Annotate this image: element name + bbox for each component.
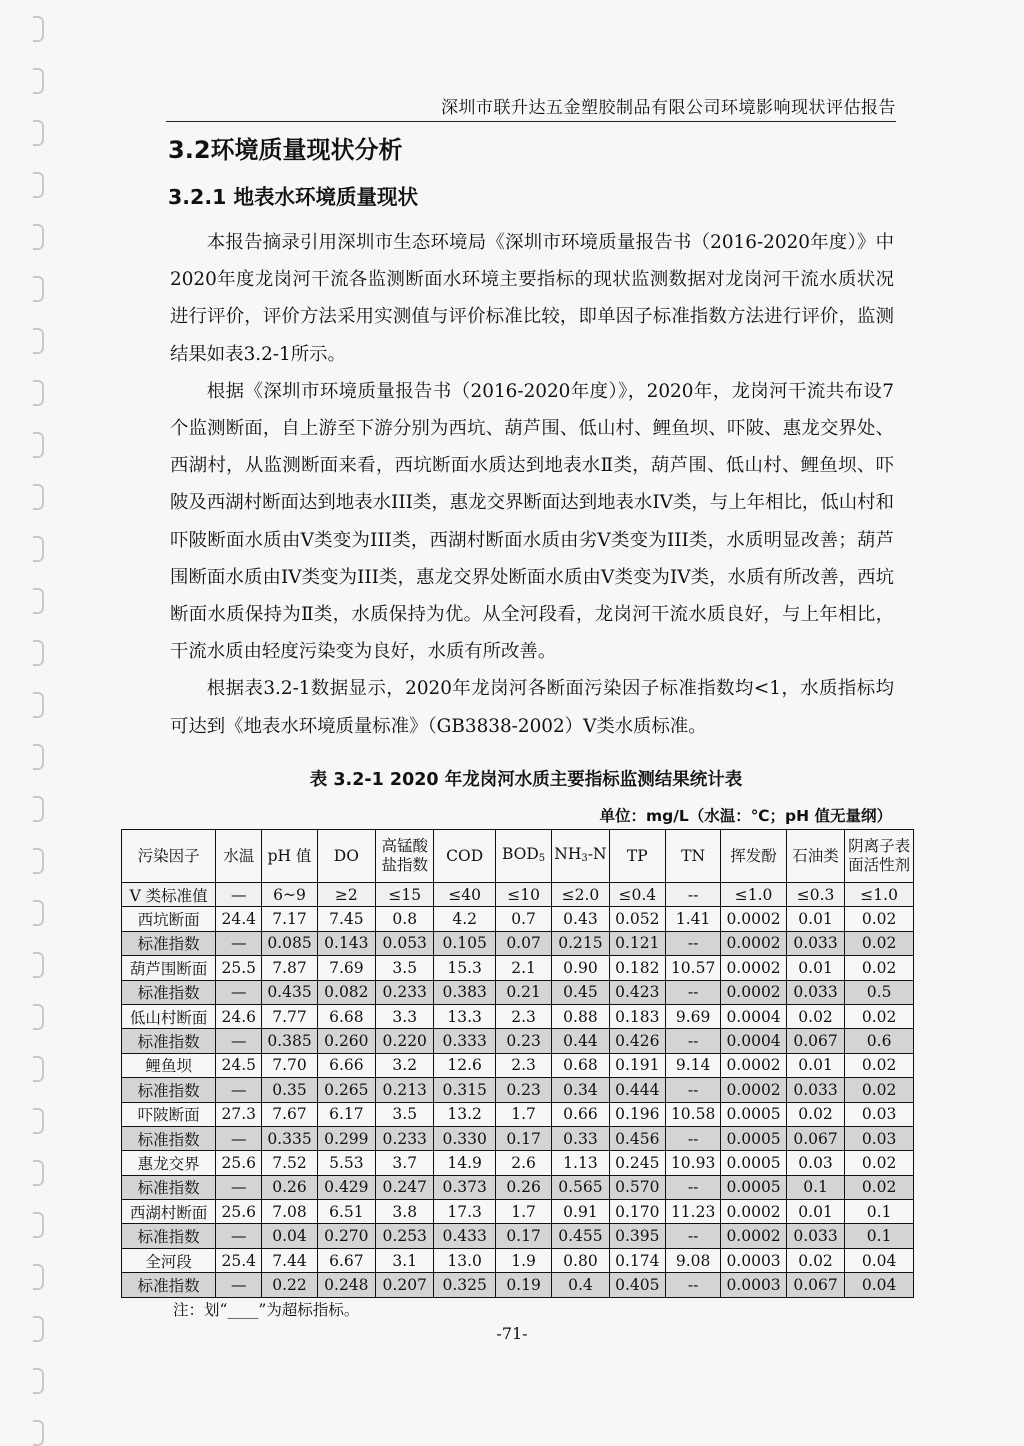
value-cell: 0.455 — [552, 1224, 609, 1248]
value-cell: 24.5 — [216, 1053, 262, 1077]
col-header: 污染因子 — [122, 830, 216, 883]
value-cell: 0.333 — [434, 1029, 495, 1053]
value-cell: — — [216, 1175, 262, 1199]
value-cell: 25.4 — [216, 1248, 262, 1272]
table-row — [122, 883, 914, 907]
value-cell: 24.4 — [216, 907, 262, 931]
value-cell: 0.053 — [376, 931, 434, 955]
value-cell: 0.335 — [262, 1126, 317, 1150]
value-cell: 0.033 — [786, 1078, 844, 1102]
value-cell: 0.04 — [845, 1248, 914, 1272]
binding-hole — [33, 276, 44, 302]
value-cell: ≤10 — [495, 883, 551, 907]
value-cell: 6.17 — [317, 1102, 375, 1126]
binding-hole — [33, 16, 44, 42]
value-cell: 0.04 — [845, 1273, 914, 1297]
col-header: $BOD_5$ — [495, 830, 551, 883]
binding-hole — [33, 1212, 44, 1238]
value-cell: 0.07 — [495, 931, 551, 955]
value-cell: 0.02 — [845, 956, 914, 980]
value-cell: 7.17 — [262, 907, 317, 931]
value-cell: 3.3 — [376, 1004, 434, 1028]
value-cell: 0.033 — [786, 980, 844, 1004]
value-cell: 5.53 — [317, 1151, 375, 1175]
row-label-cell: 低山村断面 — [122, 1004, 216, 1028]
value-cell: 0.426 — [609, 1029, 665, 1053]
binding-hole — [33, 848, 44, 874]
value-cell: 10.93 — [665, 1151, 720, 1175]
value-cell: 0.270 — [317, 1224, 375, 1248]
value-cell: 0.052 — [609, 907, 665, 931]
binding-hole — [33, 1056, 44, 1082]
value-cell: -- — [665, 1078, 720, 1102]
value-cell: 0.23 — [495, 1078, 551, 1102]
value-cell: 0.90 — [552, 956, 609, 980]
row-label-cell: 西坑断面 — [122, 907, 216, 931]
value-cell: ≤2.0 — [552, 883, 609, 907]
col-header: TP — [609, 830, 665, 883]
row-label-cell: 标准指数 — [122, 1175, 216, 1199]
value-cell: 0.02 — [845, 1151, 914, 1175]
value-cell: 0.433 — [434, 1224, 495, 1248]
value-cell: 0.02 — [786, 1004, 844, 1028]
value-cell: 0.21 — [495, 980, 551, 1004]
table-row — [122, 1151, 914, 1175]
value-cell: 0.191 — [609, 1053, 665, 1077]
value-cell: 0.0002 — [721, 1224, 787, 1248]
value-cell: 7.08 — [262, 1200, 317, 1224]
table-header-row — [122, 830, 914, 883]
value-cell: 6~9 — [262, 883, 317, 907]
value-cell: 0.03 — [845, 1102, 914, 1126]
value-cell: 7.52 — [262, 1151, 317, 1175]
value-cell: 0.5 — [845, 980, 914, 1004]
value-cell: 0.66 — [552, 1102, 609, 1126]
value-cell: 3.8 — [376, 1200, 434, 1224]
value-cell: 0.220 — [376, 1029, 434, 1053]
value-cell: 0.385 — [262, 1029, 317, 1053]
binding-hole — [33, 796, 44, 822]
value-cell: 13.0 — [434, 1248, 495, 1272]
value-cell: 0.02 — [845, 907, 914, 931]
paragraph: 本报告摘录引用深圳市生态环境局《深圳市环境质量报告书（2016-2020年度）》中2020年度龙岗河干流各监测断面水环境主要指标的现状监测数据对龙岗河干流水质状况进行评价，评价方法采用实测值与评价标准比较，即单因子标准指数方法进行评价，监测结果如表3.2-1所示。 — [170, 232, 894, 365]
value-cell: 0.0004 — [721, 1029, 787, 1053]
binding-holes — [0, 0, 50, 1433]
value-cell: -- — [665, 1273, 720, 1297]
value-cell: ≤0.4 — [609, 883, 665, 907]
value-cell: 0.0005 — [721, 1175, 787, 1199]
row-label-cell: 标准指数 — [122, 980, 216, 1004]
value-cell: 1.7 — [495, 1200, 551, 1224]
col-header: 高锰酸 盐指数 — [376, 830, 434, 883]
value-cell: 0.01 — [786, 1053, 844, 1077]
value-cell: 0.01 — [786, 1200, 844, 1224]
value-cell: 25.6 — [216, 1151, 262, 1175]
value-cell: 0.0002 — [721, 907, 787, 931]
value-cell: 1.9 — [495, 1248, 551, 1272]
value-cell: 0.570 — [609, 1175, 665, 1199]
value-cell: 0.8 — [376, 907, 434, 931]
value-cell: 0.143 — [317, 931, 375, 955]
row-label-cell: 吓陂断面 — [122, 1102, 216, 1126]
binding-hole — [33, 1160, 44, 1186]
row-label-cell: 全河段 — [122, 1248, 216, 1272]
value-cell: ≤0.3 — [786, 883, 844, 907]
value-cell: 0.082 — [317, 980, 375, 1004]
binding-hole — [33, 588, 44, 614]
value-cell: 0.253 — [376, 1224, 434, 1248]
value-cell: 0.1 — [845, 1224, 914, 1248]
value-cell: 0.02 — [845, 1078, 914, 1102]
value-cell: 0.423 — [609, 980, 665, 1004]
value-cell: — — [216, 1078, 262, 1102]
value-cell: 13.3 — [434, 1004, 495, 1028]
value-cell: 0.182 — [609, 956, 665, 980]
value-cell: — — [216, 883, 262, 907]
subsection-title: 3.2.1 地表水环境质量现状 — [168, 185, 419, 209]
table-row — [122, 1126, 914, 1150]
value-cell: 0.565 — [552, 1175, 609, 1199]
col-header: TN — [665, 830, 720, 883]
value-cell: 0.26 — [495, 1175, 551, 1199]
binding-hole — [33, 380, 44, 406]
value-cell: 0.44 — [552, 1029, 609, 1053]
value-cell: 0.34 — [552, 1078, 609, 1102]
value-cell: 0.383 — [434, 980, 495, 1004]
value-cell: ≥2 — [317, 883, 375, 907]
value-cell: 0.35 — [262, 1078, 317, 1102]
value-cell: 0.80 — [552, 1248, 609, 1272]
value-cell: 14.9 — [434, 1151, 495, 1175]
value-cell: 0.02 — [845, 1004, 914, 1028]
table-row — [122, 1273, 914, 1297]
value-cell: 0.04 — [262, 1224, 317, 1248]
value-cell: 0.0002 — [721, 1078, 787, 1102]
value-cell: 0.0002 — [721, 956, 787, 980]
row-label-cell: 标准指数 — [122, 1273, 216, 1297]
value-cell: 0.02 — [845, 1175, 914, 1199]
value-cell: 7.70 — [262, 1053, 317, 1077]
value-cell: 0.330 — [434, 1126, 495, 1150]
col-header: 石油类 — [786, 830, 844, 883]
value-cell: 13.2 — [434, 1102, 495, 1126]
col-header: $NH_3-N$ — [552, 830, 609, 883]
value-cell: 0.207 — [376, 1273, 434, 1297]
value-cell: 3.5 — [376, 1102, 434, 1126]
value-cell: 0.105 — [434, 931, 495, 955]
binding-hole — [33, 1368, 44, 1394]
value-cell: 0.265 — [317, 1078, 375, 1102]
value-cell: 0.405 — [609, 1273, 665, 1297]
value-cell: 0.02 — [845, 931, 914, 955]
table-row — [122, 1004, 914, 1028]
value-cell: 0.248 — [317, 1273, 375, 1297]
value-cell: 0.033 — [786, 1224, 844, 1248]
row-label-cell: V 类标准值 — [122, 883, 216, 907]
value-cell: ≤15 — [376, 883, 434, 907]
binding-hole — [33, 224, 44, 250]
binding-hole — [33, 1004, 44, 1030]
value-cell: 0.033 — [786, 931, 844, 955]
value-cell: 0.02 — [786, 1102, 844, 1126]
value-cell: ≤1.0 — [721, 883, 787, 907]
value-cell: 0.43 — [552, 907, 609, 931]
value-cell: 24.6 — [216, 1004, 262, 1028]
value-cell: 0.213 — [376, 1078, 434, 1102]
value-cell: 7.87 — [262, 956, 317, 980]
value-cell: 12.6 — [434, 1053, 495, 1077]
value-cell: 0.215 — [552, 931, 609, 955]
value-cell: 0.7 — [495, 907, 551, 931]
value-cell: -- — [665, 1126, 720, 1150]
binding-hole — [33, 744, 44, 770]
col-header: 挥发酚 — [721, 830, 787, 883]
value-cell: — — [216, 980, 262, 1004]
value-cell: 0.0004 — [721, 1004, 787, 1028]
value-cell: 10.57 — [665, 956, 720, 980]
value-cell: 0.19 — [495, 1273, 551, 1297]
value-cell: 0.315 — [434, 1078, 495, 1102]
value-cell: 3.7 — [376, 1151, 434, 1175]
value-cell: 15.3 — [434, 956, 495, 980]
row-label-cell: 标准指数 — [122, 1126, 216, 1150]
value-cell: 0.067 — [786, 1273, 844, 1297]
value-cell: 4.2 — [434, 907, 495, 931]
value-cell: 0.1 — [786, 1175, 844, 1199]
value-cell: 0.067 — [786, 1126, 844, 1150]
table-row — [122, 1102, 914, 1126]
value-cell: -- — [665, 1175, 720, 1199]
table-row — [122, 1224, 914, 1248]
value-cell: 0.03 — [786, 1151, 844, 1175]
value-cell: 0.233 — [376, 980, 434, 1004]
binding-hole — [33, 172, 44, 198]
row-label-cell: 标准指数 — [122, 1029, 216, 1053]
value-cell: — — [216, 1126, 262, 1150]
value-cell: 7.44 — [262, 1248, 317, 1272]
value-cell: 0.395 — [609, 1224, 665, 1248]
value-cell: 0.0005 — [721, 1151, 787, 1175]
value-cell: -- — [665, 1029, 720, 1053]
binding-hole — [33, 692, 44, 718]
value-cell: 6.68 — [317, 1004, 375, 1028]
value-cell: 0.196 — [609, 1102, 665, 1126]
value-cell: 0.0002 — [721, 931, 787, 955]
value-cell: 0.0002 — [721, 1053, 787, 1077]
value-cell: 3.1 — [376, 1248, 434, 1272]
value-cell: ≤40 — [434, 883, 495, 907]
value-cell: 7.45 — [317, 907, 375, 931]
value-cell: 0.26 — [262, 1175, 317, 1199]
value-cell: -- — [665, 931, 720, 955]
binding-hole — [33, 120, 44, 146]
value-cell: 0.02 — [845, 1053, 914, 1077]
col-header: DO — [317, 830, 375, 883]
binding-hole — [33, 432, 44, 458]
table-row — [122, 1029, 914, 1053]
value-cell: 0.325 — [434, 1273, 495, 1297]
value-cell: 0.68 — [552, 1053, 609, 1077]
row-label-cell: 标准指数 — [122, 1224, 216, 1248]
value-cell: 2.3 — [495, 1004, 551, 1028]
page-header: 深圳市联升达五金塑胶制品有限公司环境影响现状评估报告 — [441, 98, 896, 118]
table-note: 注：划“____”为超标指标。 — [173, 1301, 360, 1319]
value-cell: 0.373 — [434, 1175, 495, 1199]
value-cell: 11.23 — [665, 1200, 720, 1224]
value-cell: 17.3 — [434, 1200, 495, 1224]
value-cell: 0.23 — [495, 1029, 551, 1053]
row-label-cell: 西湖村断面 — [122, 1200, 216, 1224]
row-label-cell: 鲤鱼坝 — [122, 1053, 216, 1077]
header-rule — [166, 121, 896, 122]
value-cell: 0.6 — [845, 1029, 914, 1053]
page-number: -71- — [496, 1324, 528, 1343]
value-cell: 7.67 — [262, 1102, 317, 1126]
value-cell: — — [216, 1224, 262, 1248]
value-cell: 0.01 — [786, 907, 844, 931]
value-cell: 0.121 — [609, 931, 665, 955]
value-cell: 2.6 — [495, 1151, 551, 1175]
binding-hole — [33, 1108, 44, 1134]
value-cell: — — [216, 1273, 262, 1297]
value-cell: ≤1.0 — [845, 883, 914, 907]
value-cell: -- — [665, 1224, 720, 1248]
value-cell: 0.1 — [845, 1200, 914, 1224]
value-cell: 0.183 — [609, 1004, 665, 1028]
value-cell: 1.41 — [665, 907, 720, 931]
binding-hole — [33, 68, 44, 94]
paragraph: 根据《深圳市环境质量报告书（2016-2020年度）》，2020年，龙岗河干流共布设7个监测断面，自上游至下游分别为西坑、葫芦围、低山村、鲤鱼坝、吓陂、惠龙交界处、西湖村，从监测断面来看，西坑断面水质达到地表水Ⅱ类，葫芦围、低山村、鲤鱼坝、吓陂及西湖村断面达到地表水III类，惠龙交界断面达到地表水IV类，与上年相比，低山村和吓陂断面水质由Ⅴ类变为III类，西湖村断面水质由劣V类变为III类，水质明显改善；葫芦围断面水质由IV类变为III类，惠龙交界处断面水质由V类变为IV类，水质有所改善，西坑断面水质保持为Ⅱ类，水质保持为优。从全河段看，龙岗河干流水质良好，与上年相比，干流水质由轻度污染变为良好，水质有所改善。 — [170, 380, 894, 663]
binding-hole — [33, 1420, 44, 1446]
section-title: 3.2环境质量现状分析 — [168, 136, 403, 164]
table-unit: 单位：mg/L（水温：℃；pH 值无量纲） — [599, 807, 892, 825]
value-cell: 0.91 — [552, 1200, 609, 1224]
table-row — [122, 931, 914, 955]
value-cell: 0.22 — [262, 1273, 317, 1297]
value-cell: 25.6 — [216, 1200, 262, 1224]
col-header: pH 值 — [262, 830, 317, 883]
value-cell: 0.444 — [609, 1078, 665, 1102]
water-quality-table — [121, 829, 914, 1298]
row-label-cell: 惠龙交界 — [122, 1151, 216, 1175]
col-header: COD — [434, 830, 495, 883]
table-row — [122, 1078, 914, 1102]
value-cell: 0.17 — [495, 1224, 551, 1248]
value-cell: 2.3 — [495, 1053, 551, 1077]
table-row — [122, 956, 914, 980]
value-cell: 0.260 — [317, 1029, 375, 1053]
value-cell: — — [216, 1029, 262, 1053]
value-cell: 1.7 — [495, 1102, 551, 1126]
value-cell: 10.58 — [665, 1102, 720, 1126]
value-cell: 0.233 — [376, 1126, 434, 1150]
binding-hole — [33, 328, 44, 354]
value-cell: 0.085 — [262, 931, 317, 955]
value-cell: 0.429 — [317, 1175, 375, 1199]
value-cell: 0.435 — [262, 980, 317, 1004]
value-cell: 0.02 — [786, 1248, 844, 1272]
value-cell: 7.77 — [262, 1004, 317, 1028]
value-cell: 7.69 — [317, 956, 375, 980]
row-label-cell: 标准指数 — [122, 931, 216, 955]
value-cell: 0.247 — [376, 1175, 434, 1199]
value-cell: 3.2 — [376, 1053, 434, 1077]
value-cell: 0.0002 — [721, 980, 787, 1004]
value-cell: 9.14 — [665, 1053, 720, 1077]
value-cell: — — [216, 931, 262, 955]
value-cell: 0.01 — [786, 956, 844, 980]
value-cell: 0.03 — [845, 1126, 914, 1150]
value-cell: 0.45 — [552, 980, 609, 1004]
row-label-cell: 标准指数 — [122, 1078, 216, 1102]
value-cell: 6.67 — [317, 1248, 375, 1272]
table-row — [122, 1053, 914, 1077]
value-cell: 0.0005 — [721, 1102, 787, 1126]
binding-hole — [33, 484, 44, 510]
col-header: 阴离子表 面活性剂 — [845, 830, 914, 883]
value-cell: 2.1 — [495, 956, 551, 980]
table-row — [122, 907, 914, 931]
value-cell: -- — [665, 883, 720, 907]
value-cell: 1.13 — [552, 1151, 609, 1175]
value-cell: 0.4 — [552, 1273, 609, 1297]
body-text — [170, 224, 894, 745]
table-row — [122, 980, 914, 1004]
value-cell: 0.0002 — [721, 1200, 787, 1224]
col-header: 水温 — [216, 830, 262, 883]
value-cell: 0.299 — [317, 1126, 375, 1150]
value-cell: 0.456 — [609, 1126, 665, 1150]
row-label-cell: 葫芦围断面 — [122, 956, 216, 980]
paragraph: 根据表3.2-1数据显示，2020年龙岗河各断面污染因子标准指数均<1，水质指标均可达到《地表水环境质量标准》（GB3838-2002）V类水质标准。 — [170, 678, 894, 737]
value-cell: 0.0003 — [721, 1273, 787, 1297]
value-cell: 0.067 — [786, 1029, 844, 1053]
value-cell: 3.5 — [376, 956, 434, 980]
binding-hole — [33, 952, 44, 978]
binding-hole — [33, 536, 44, 562]
value-cell: 6.66 — [317, 1053, 375, 1077]
value-cell: 27.3 — [216, 1102, 262, 1126]
value-cell: 0.0005 — [721, 1126, 787, 1150]
value-cell: 25.5 — [216, 956, 262, 980]
table-row — [122, 1200, 914, 1224]
value-cell: 0.88 — [552, 1004, 609, 1028]
value-cell: 0.17 — [495, 1126, 551, 1150]
value-cell: 6.51 — [317, 1200, 375, 1224]
value-cell: 0.245 — [609, 1151, 665, 1175]
binding-hole — [33, 1264, 44, 1290]
value-cell: 0.0003 — [721, 1248, 787, 1272]
value-cell: -- — [665, 980, 720, 1004]
binding-hole — [33, 640, 44, 666]
table-row — [122, 1248, 914, 1272]
value-cell: 0.170 — [609, 1200, 665, 1224]
table-row — [122, 1175, 914, 1199]
value-cell: 9.69 — [665, 1004, 720, 1028]
table-caption: 表 3.2-1 2020 年龙岗河水质主要指标监测结果统计表 — [309, 770, 743, 790]
binding-hole — [33, 900, 44, 926]
value-cell: 0.33 — [552, 1126, 609, 1150]
value-cell: 9.08 — [665, 1248, 720, 1272]
value-cell: 0.174 — [609, 1248, 665, 1272]
